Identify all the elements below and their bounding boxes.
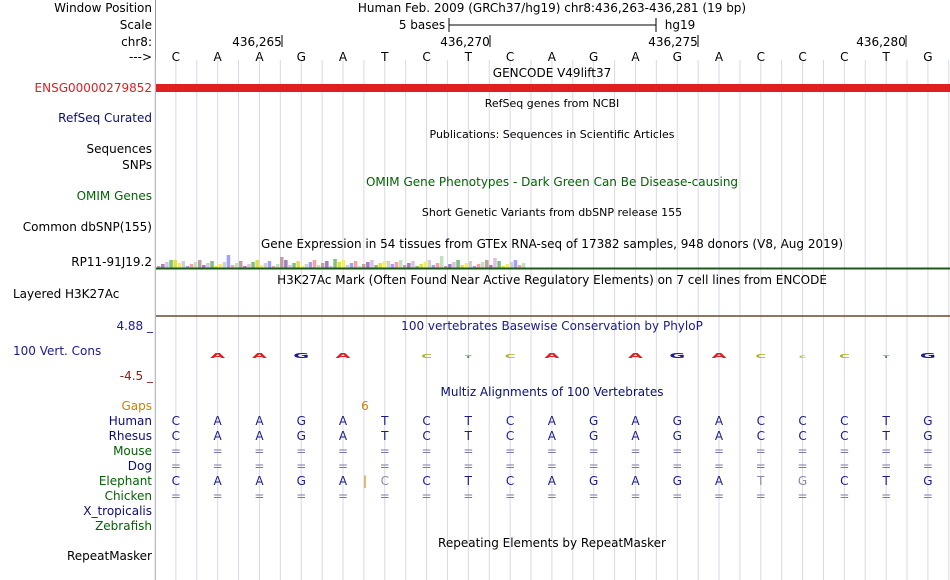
gtex-bar: [198, 260, 202, 268]
gtex-bar: [485, 260, 489, 268]
alignment-base: A: [213, 474, 222, 488]
alignment-base: A: [255, 429, 264, 443]
gtex-bar: [419, 264, 423, 268]
alignment-base: C: [798, 429, 807, 443]
alignment-base: A: [714, 474, 724, 488]
alignment-base: =: [588, 444, 599, 458]
alignment-base: =: [296, 489, 307, 503]
gtex-bar: [173, 260, 177, 268]
reference-base: C: [756, 50, 765, 64]
alignment-base: =: [755, 444, 766, 458]
gtex-bar: [227, 255, 231, 268]
alignment-base: =: [713, 444, 725, 458]
alignment-base: C: [840, 414, 849, 428]
alignment-base: =: [379, 459, 390, 473]
scale-db: hg19: [664, 18, 696, 32]
conservation-base: G: [293, 352, 310, 360]
gencode-gene-bar: [156, 84, 950, 92]
alignment-base: T: [464, 474, 473, 488]
conservation-base: C: [421, 353, 432, 360]
conservation-base: T: [882, 354, 890, 359]
alignment-base: C: [171, 474, 181, 488]
alignment-base: A: [547, 414, 557, 428]
alignment-base: =: [881, 459, 892, 473]
gtex-bar: [469, 261, 473, 268]
alignment-base: =: [212, 489, 223, 503]
alignment-base: T: [464, 414, 473, 428]
alignment-base: G: [296, 429, 306, 443]
alignment-base: =: [463, 459, 474, 473]
gtex-bar: [223, 262, 227, 268]
reference-base: C: [798, 50, 807, 64]
gtex-bar: [456, 260, 460, 268]
conservation-base: A: [252, 352, 267, 360]
alignment-base: A: [213, 414, 222, 428]
conservation-min-label: -4.5 _: [119, 369, 153, 383]
conservation-base: G: [920, 352, 936, 360]
gtex-bar: [448, 264, 452, 268]
alignment-base: C: [840, 474, 849, 488]
alignment-base: =: [379, 444, 390, 458]
alignment-base: =: [546, 489, 557, 503]
gtex-bar: [190, 264, 194, 268]
reference-base: G: [296, 50, 306, 64]
reference-base: A: [338, 50, 348, 64]
conservation-base: A: [628, 352, 643, 360]
gtex-bar: [510, 262, 513, 268]
alignment-base: T: [757, 474, 765, 488]
gtex-bar: [436, 263, 440, 268]
alignment-base: G: [923, 429, 933, 443]
alignment-base: C: [171, 414, 181, 428]
alignment-base: A: [338, 474, 348, 488]
ruler-tick-label: 436,270: [440, 35, 490, 49]
gtex-bar: [354, 261, 358, 268]
alignment-base: =: [463, 489, 474, 503]
alignment-base: =: [630, 444, 641, 458]
alignment-base: C: [798, 414, 807, 428]
conservation-base: T: [465, 354, 472, 359]
gtex-bar: [206, 263, 210, 268]
gtex-bar: [255, 260, 259, 268]
alignment-base: =: [755, 489, 766, 503]
ruler-tick-label: 436,280: [856, 35, 906, 49]
conservation-base: A: [544, 352, 560, 360]
alignment-base: =: [505, 489, 516, 503]
gtex-bar: [276, 264, 280, 268]
alignment-base: T: [381, 414, 389, 428]
alignment-base: =: [922, 459, 933, 473]
alignment-base: =: [421, 444, 432, 458]
alignment-base: =: [421, 489, 432, 503]
gap-count: 6: [361, 399, 369, 413]
gtex-bar: [522, 263, 526, 268]
alignment-base: =: [170, 459, 181, 473]
alignment-base: C: [505, 429, 515, 443]
alignment-base: =: [713, 489, 725, 503]
reference-base: C: [840, 50, 849, 64]
gtex-bar: [280, 257, 284, 268]
gtex-bar: [219, 264, 223, 268]
reference-base: C: [422, 50, 431, 64]
gtex-bar: [251, 262, 255, 268]
species-label[interactable]: Zebrafish: [95, 519, 152, 533]
alignment-base: =: [588, 489, 599, 503]
alignment-base: =: [254, 444, 265, 458]
alignment-base: A: [714, 414, 724, 428]
alignment-base: T: [381, 429, 389, 443]
gencode-track-title: GENCODE V49lift37: [492, 66, 612, 80]
alignment-base: =: [672, 444, 683, 458]
alignment-base: =: [212, 444, 223, 458]
reference-base: A: [255, 50, 264, 64]
gtex-bar: [407, 263, 411, 268]
gtex-bar: [350, 263, 354, 268]
alignment-base: T: [882, 474, 890, 488]
gtex-bar: [342, 260, 346, 268]
h3k27ac-track-label[interactable]: Layered H3K27Ac: [13, 287, 120, 301]
alignment-base: T: [882, 429, 890, 443]
gtex-bar: [465, 263, 469, 268]
gtex-bar: [383, 261, 387, 268]
alignment-base: =: [881, 444, 892, 458]
gtex-bar: [305, 264, 309, 268]
gtex-bar: [247, 264, 251, 268]
alignment-base: =: [755, 459, 766, 473]
gtex-track-label[interactable]: RP11-91J19.2: [71, 255, 152, 269]
gtex-bar: [325, 261, 329, 268]
multiz-track-title: Multiz Alignments of 100 Vertebrates: [440, 385, 664, 399]
gtex-bar: [194, 262, 198, 268]
alignment-base: =: [463, 444, 474, 458]
reference-base: T: [381, 50, 389, 64]
gtex-bar: [440, 256, 444, 268]
publications-track-label[interactable]: Sequences: [86, 142, 152, 156]
reference-base: A: [631, 50, 640, 64]
gtex-bar: [292, 263, 296, 268]
gtex-bar: [210, 261, 214, 268]
species-label[interactable]: Chicken: [104, 489, 152, 503]
alignment-base: =: [839, 444, 850, 458]
gtex-bar: [362, 264, 366, 268]
alignment-base: =: [170, 489, 181, 503]
gtex-bar: [497, 261, 501, 268]
alignment-base: |: [362, 474, 368, 488]
alignment-base: C: [840, 429, 849, 443]
gtex-track-title: Gene Expression in 54 tissues from GTEx RNA-seq of 17382 samples, 948 donors (V8, Aug 2019): [260, 237, 844, 251]
alignment-base: =: [546, 444, 557, 458]
assembly-title: Human Feb. 2009 (GRCh37/hg19) chr8:436,263-436,281 (19 bp): [357, 1, 747, 15]
gtex-bar: [391, 264, 395, 268]
alignment-base: =: [337, 489, 349, 503]
conservation-track-title: 100 vertebrates Basewise Conservation by PhyloP: [401, 319, 703, 333]
window-position-label: Window Position: [54, 1, 152, 15]
alignment-base: =: [588, 459, 599, 473]
alignment-base: =: [839, 459, 850, 473]
gtex-bar: [481, 262, 485, 268]
alignment-base: G: [589, 414, 599, 428]
gencode-track-label[interactable]: ENSG00000279852: [34, 81, 152, 95]
alignment-base: A: [255, 474, 264, 488]
gtex-bar: [399, 260, 403, 268]
gtex-bar: [239, 261, 243, 268]
gtex-bar: [428, 260, 432, 268]
gaps-label: Gaps: [121, 399, 152, 413]
refseq-track-label[interactable]: RefSeq Curated: [58, 111, 152, 125]
alignment-base: =: [212, 459, 223, 473]
gtex-bar: [514, 260, 518, 268]
alignment-base: =: [881, 489, 892, 503]
alignment-base: G: [589, 429, 599, 443]
reference-base: T: [464, 50, 473, 64]
reference-base: A: [213, 50, 222, 64]
alignment-base: A: [631, 474, 640, 488]
alignment-base: =: [713, 459, 725, 473]
species-label[interactable]: Human: [108, 414, 152, 428]
repeatmasker-track-label[interactable]: RepeatMasker: [66, 549, 152, 563]
scale-label: Scale: [119, 18, 152, 32]
gtex-bar: [387, 261, 391, 268]
conservation-base: C: [799, 354, 807, 359]
gtex-bar: [366, 262, 370, 268]
chrom-label: chr8:: [121, 35, 152, 49]
omim-track-title: OMIM Gene Phenotypes - Dark Green Can Be Disease-causing: [365, 175, 739, 189]
alignment-base: T: [464, 429, 473, 443]
alignment-base: =: [505, 459, 516, 473]
alignment-base: G: [296, 474, 306, 488]
alignment-base: G: [797, 474, 808, 488]
alignment-base: C: [422, 414, 431, 428]
gtex-bar: [309, 262, 313, 268]
alignment-base: =: [421, 459, 432, 473]
gtex-bar: [284, 260, 288, 268]
alignment-base: =: [922, 444, 933, 458]
h3k27ac-track-title: H3K27Ac Mark (Often Found Near Active Regulatory Elements) on 7 cell lines from ENCODE: [277, 273, 827, 287]
alignment-base: A: [547, 474, 557, 488]
conservation-max-label: 4.88 _: [116, 319, 153, 333]
conservation-base: C: [839, 353, 850, 360]
alignment-base: G: [672, 414, 682, 428]
alignment-base: =: [170, 444, 181, 458]
alignment-base: =: [922, 489, 933, 503]
publications-track-title: Publications: Sequences in Scientific Articles: [429, 128, 675, 141]
alignment-base: =: [337, 444, 349, 458]
alignment-base: C: [505, 474, 515, 488]
alignment-base: C: [422, 429, 431, 443]
conservation-track-label[interactable]: 100 Vert. Cons: [13, 344, 102, 358]
species-label[interactable]: Mouse: [113, 444, 152, 458]
conservation-base: C: [755, 353, 767, 360]
alignment-base: =: [672, 489, 683, 503]
species-label[interactable]: Dog: [127, 459, 152, 473]
alignment-base: =: [254, 489, 265, 503]
refseq-track-title: RefSeq genes from NCBI: [484, 97, 620, 110]
conservation-base: A: [335, 352, 351, 360]
alignment-base: A: [213, 429, 222, 443]
reference-base: C: [505, 50, 515, 64]
reference-base: G: [589, 50, 599, 64]
ruler-tick-label: 436,265: [232, 35, 282, 49]
repeatmasker-track-title: Repeating Elements by RepeatMasker: [438, 536, 666, 550]
species-label[interactable]: Elephant: [98, 474, 152, 488]
alignment-base: G: [923, 474, 933, 488]
conservation-base: A: [711, 352, 727, 360]
species-label[interactable]: Rhesus: [108, 429, 152, 443]
alignment-base: =: [337, 459, 349, 473]
gtex-bar: [235, 263, 239, 268]
gtex-bar: [493, 258, 497, 268]
alignment-base: =: [379, 489, 390, 503]
alignment-base: =: [505, 444, 516, 458]
alignment-base: =: [797, 489, 808, 503]
alignment-base: G: [672, 474, 682, 488]
alignment-base: G: [672, 429, 682, 443]
alignment-base: G: [923, 414, 933, 428]
alignment-base: G: [589, 474, 599, 488]
alignment-base: C: [756, 414, 765, 428]
gtex-bar: [165, 262, 169, 268]
gtex-bar: [182, 261, 186, 268]
reference-base: C: [171, 50, 181, 64]
alignment-base: A: [547, 429, 557, 443]
gtex-bar: [321, 263, 325, 268]
gtex-bar: [161, 264, 165, 268]
alignment-base: C: [171, 429, 181, 443]
reference-base: A: [547, 50, 557, 64]
alignment-base: C: [756, 429, 765, 443]
omim-track-label[interactable]: OMIM Genes: [76, 189, 152, 203]
alignment-base: G: [296, 414, 306, 428]
reference-base: G: [923, 50, 933, 64]
ruler-tick-label: 436,275: [648, 35, 698, 49]
gtex-bar: [424, 262, 428, 268]
snps-track-label[interactable]: SNPs: [122, 158, 152, 172]
dbsnp-track-label[interactable]: Common dbSNP(155): [22, 220, 152, 234]
gtex-bar: [337, 262, 341, 268]
alignment-base: =: [797, 459, 808, 473]
gtex-bar: [395, 262, 399, 268]
alignment-base: =: [546, 459, 557, 473]
gtex-bar: [378, 263, 382, 268]
gtex-bar: [313, 260, 317, 268]
alignment-base: C: [505, 414, 515, 428]
conservation-base: G: [669, 352, 686, 360]
gtex-bar: [477, 264, 481, 268]
gtex-bar: [268, 261, 272, 268]
alignment-base: =: [630, 459, 641, 473]
reference-base: T: [882, 50, 890, 64]
alignment-base: =: [296, 444, 307, 458]
species-label[interactable]: X_tropicalis: [83, 504, 152, 518]
alignment-base: =: [296, 459, 307, 473]
gtex-bar: [296, 261, 300, 268]
alignment-base: A: [631, 429, 640, 443]
alignment-base: =: [254, 459, 265, 473]
alignment-base: =: [797, 444, 808, 458]
alignment-base: =: [630, 489, 641, 503]
gtex-bar: [452, 262, 456, 268]
gtex-bar: [178, 263, 182, 268]
alignment-base: A: [631, 414, 640, 428]
alignment-base: A: [255, 414, 264, 428]
alignment-base: =: [672, 459, 683, 473]
reference-base: A: [714, 50, 724, 64]
gtex-bar: [506, 264, 510, 268]
reference-base: G: [672, 50, 682, 64]
gtex-bar: [264, 263, 268, 268]
alignment-base: T: [882, 414, 890, 428]
gtex-bar: [169, 260, 173, 268]
scale-text: 5 bases: [398, 18, 446, 32]
alignment-base: A: [714, 429, 724, 443]
gtex-bar: [370, 260, 374, 268]
alignment-base: A: [338, 414, 348, 428]
conservation-base: C: [504, 353, 516, 360]
strand-label: --->: [128, 50, 152, 64]
alignment-base: =: [839, 489, 850, 503]
alignment-base: C: [380, 474, 389, 488]
alignment-base: A: [338, 429, 348, 443]
gtex-bar: [333, 259, 337, 268]
alignment-base: C: [422, 474, 431, 488]
dbsnp-track-title: Short Genetic Variants from dbSNP release 155: [421, 206, 683, 219]
conservation-base: A: [210, 352, 226, 360]
gtex-bar: [411, 261, 415, 268]
